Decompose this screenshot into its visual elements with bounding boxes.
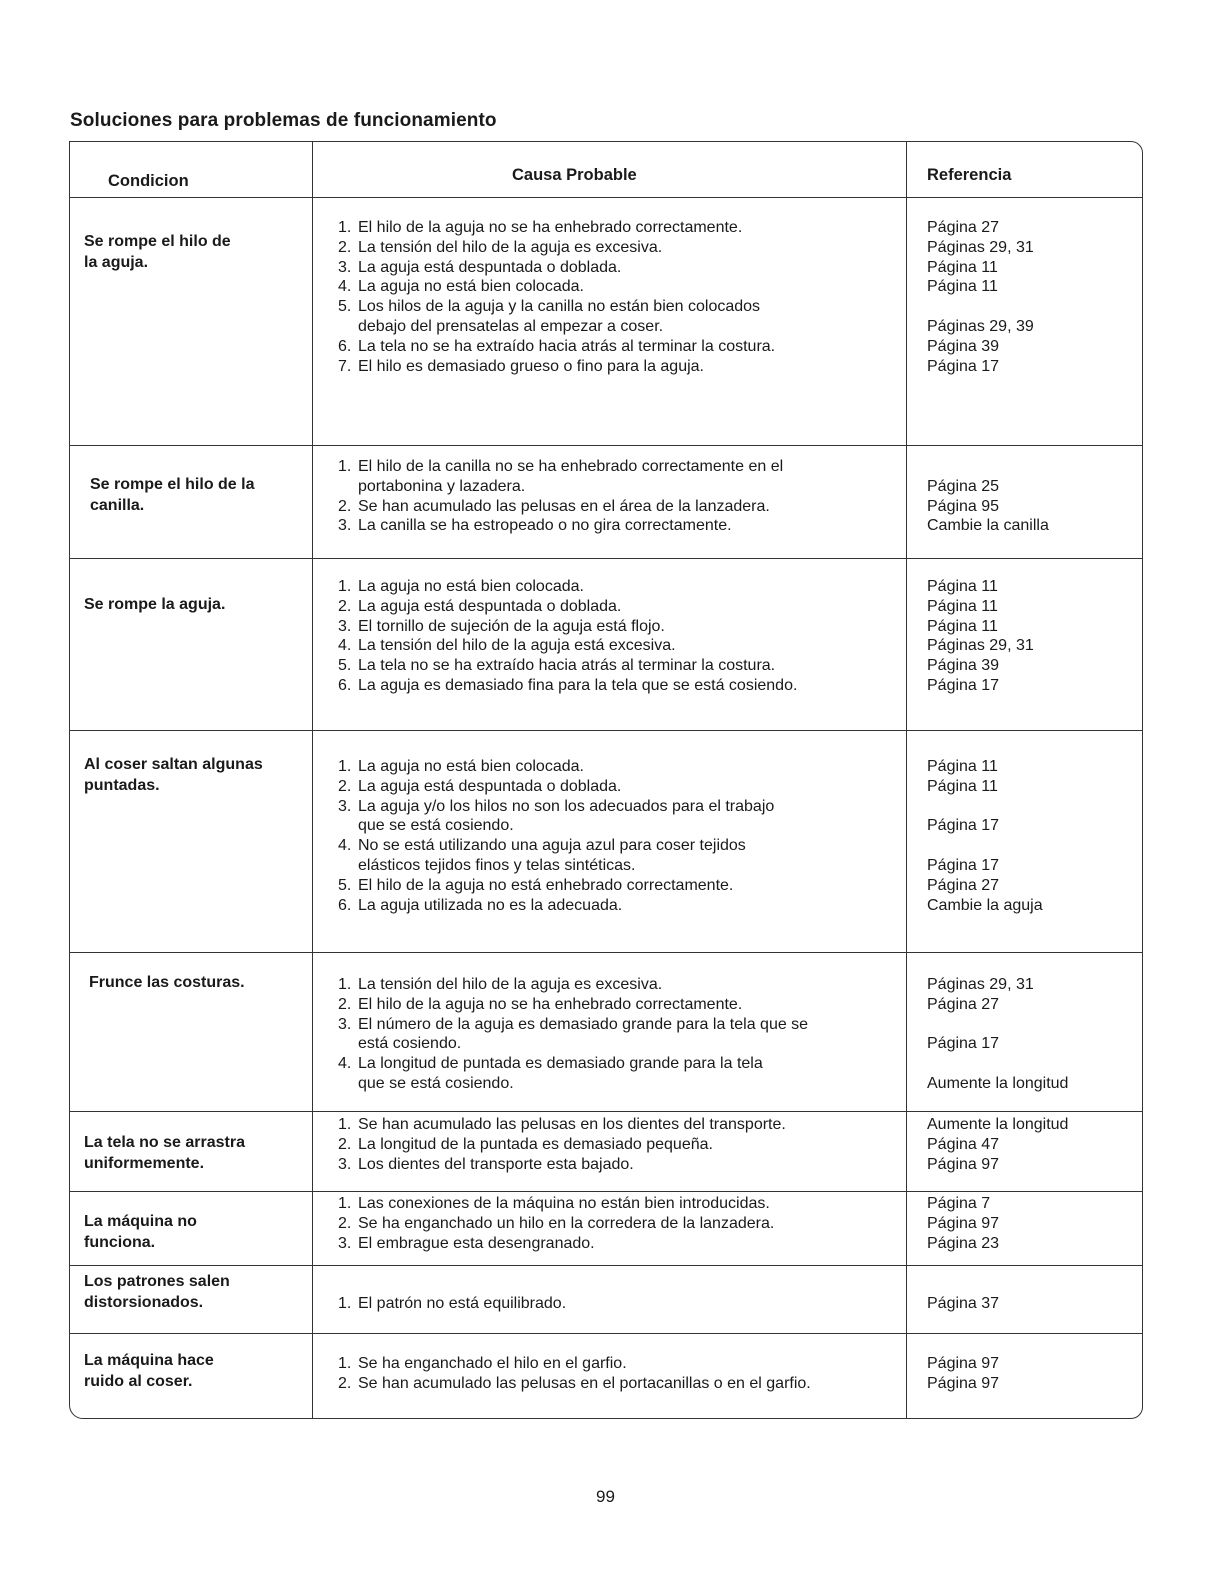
cause-number: 2. (338, 777, 352, 795)
condition-cell: La máquina no funciona. (84, 1213, 197, 1251)
cause-item: 1. La aguja no está bien colocada. (338, 578, 584, 595)
reference-item: Cambie la aguja (927, 896, 1043, 914)
reference-item (927, 457, 1137, 477)
cause-number: 6. (338, 337, 352, 355)
page-title: Soluciones para problemas de funcionamiento (70, 110, 497, 131)
row-divider (69, 730, 1143, 731)
cause-item: 2. La aguja está despuntada o doblada. (338, 597, 622, 615)
reference-item: Página 7 (927, 1195, 991, 1212)
reference-list (927, 457, 1137, 536)
row-divider (69, 1333, 1143, 1334)
cause-number: 1. (338, 1355, 352, 1372)
cause-item: 1. La tensión del hilo de la aguja es excesiva. (338, 976, 663, 993)
cause-number: 5. (338, 876, 352, 894)
cause-number: 3. (338, 1155, 352, 1173)
cause-number: 3. (338, 797, 352, 815)
cause-item: 1. Se han acumulado las pelusas en los dientes del transporte. (338, 1116, 786, 1133)
cause-item: 4. No se está utilizando una aguja azul para coser tejidos elásticos tejidos finos y telas sintéticas. (338, 837, 746, 874)
cause-item: 2. La tensión del hilo de la aguja es excesiva. (338, 238, 663, 256)
row-divider (69, 952, 1143, 953)
cause-number: 1. (338, 458, 352, 475)
cause-item: 2. Se ha enganchado un hilo en la corredera de la lanzadera. (338, 1214, 775, 1232)
reference-item: Página 97 (927, 1155, 1000, 1173)
cause-item: 2. Se han acumulado las pelusas en el portacanillas o en el garfio. (338, 1374, 811, 1392)
cause-list (338, 218, 898, 376)
condition-cell: Se rompe el hilo de la aguja. (84, 233, 231, 271)
cause-number: 7. (338, 357, 352, 375)
reference-item: Página 95 (927, 497, 1000, 515)
condition-cell: Se rompe el hilo de la canilla. (90, 476, 255, 514)
cause-number: 2. (338, 238, 352, 256)
reference-item: Página 17 (927, 676, 1000, 694)
header-reference: Referencia (927, 166, 1012, 184)
cause-number: 3. (338, 1015, 352, 1033)
cause-item: 3. La aguja está despuntada o doblada. (338, 258, 622, 276)
cause-number: 3. (338, 517, 352, 535)
reference-item: Página 27 (927, 219, 1000, 236)
reference-item: Página 17 (927, 357, 1000, 375)
cause-item: 5. El hilo de la aguja no está enhebrado correctamente. (338, 876, 734, 894)
reference-item: Cambie la canilla (927, 517, 1049, 535)
reference-item: Página 11 (927, 597, 998, 615)
reference-item: Páginas 29, 39 (927, 317, 1034, 335)
reference-list (927, 218, 1137, 376)
reference-item: Página 25 (927, 477, 1000, 495)
reference-item: Página 27 (927, 995, 1000, 1013)
reference-item: Aumente la longitud (927, 1074, 1069, 1092)
reference-list (927, 1354, 1137, 1394)
cause-number: 1. (338, 219, 352, 236)
reference-item: Página 47 (927, 1135, 1000, 1153)
reference-list (927, 975, 1137, 1094)
cause-number: 4. (338, 1055, 352, 1073)
cause-list (338, 1194, 898, 1253)
cause-item: 6. La aguja es demasiado fina para la tela que se está cosiendo. (338, 676, 798, 694)
cause-number: 1. (338, 1295, 352, 1312)
cause-item: 1. Se ha enganchado el hilo en el garfio. (338, 1355, 627, 1372)
reference-item: Página 11 (927, 758, 998, 775)
cause-number: 1. (338, 1116, 352, 1133)
cause-item: 3. La aguja y/o los hilos no son los adecuados para el trabajo que se está cosiendo. (338, 797, 775, 835)
cause-list (338, 457, 898, 536)
cause-list (338, 1354, 898, 1394)
cause-number: 4. (338, 637, 352, 655)
reference-item: Página 17 (927, 1035, 1000, 1053)
cause-item: 7. El hilo es demasiado grueso o fino para la aguja. (338, 357, 704, 375)
condition-cell: La máquina hace ruido al coser. (84, 1352, 214, 1390)
reference-item (927, 836, 1137, 856)
cause-number: 3. (338, 258, 352, 276)
cause-item: 3. El embrague esta desengranado. (338, 1234, 595, 1252)
cause-number: 2. (338, 995, 352, 1013)
reference-item (927, 1054, 1137, 1074)
cause-item: 4. La aguja no está bien colocada. (338, 278, 584, 296)
reference-item: Página 27 (927, 876, 1000, 894)
cause-number: 6. (338, 676, 352, 694)
condition-cell: La tela no se arrastra uniformemente. (84, 1134, 245, 1172)
cause-item: 2. Se han acumulado las pelusas en el área de la lanzadera. (338, 497, 770, 515)
row-divider (69, 1191, 1143, 1192)
cause-number: 1. (338, 758, 352, 775)
cause-number: 4. (338, 837, 352, 855)
cause-number: 2. (338, 1214, 352, 1232)
condition-cell: Los patrones salen distorsionados. (84, 1273, 230, 1311)
reference-item: Página 11 (927, 617, 998, 635)
reference-item: Páginas 29, 31 (927, 637, 1034, 655)
cause-number: 2. (338, 1374, 352, 1392)
cause-item: 4. La tensión del hilo de la aguja está excesiva. (338, 637, 676, 655)
row-divider (69, 1111, 1143, 1112)
cause-item: 3. El tornillo de sujeción de la aguja está flojo. (338, 617, 665, 635)
column-divider (906, 141, 907, 1419)
row-divider (69, 445, 1143, 446)
reference-item: Página 39 (927, 337, 1000, 355)
cause-list (338, 757, 898, 915)
cause-number: 6. (338, 896, 352, 914)
cause-number: 5. (338, 298, 352, 316)
cause-item: 1. El hilo de la canilla no se ha enhebrado correctamente en el portabonina y lazadera. (338, 458, 784, 495)
reference-list (927, 1294, 1137, 1314)
reference-list (927, 1115, 1137, 1174)
reference-item: Página 11 (927, 777, 998, 795)
cause-item: 1. El patrón no está equilibrado. (338, 1295, 567, 1312)
reference-item: Páginas 29, 31 (927, 238, 1034, 256)
condition-cell: Al coser saltan algunas puntadas. (84, 756, 263, 794)
cause-number: 3. (338, 617, 352, 635)
header-divider (69, 197, 1143, 198)
reference-list (927, 577, 1137, 696)
cause-list (338, 577, 898, 696)
reference-item: Página 17 (927, 817, 1000, 835)
cause-number: 1. (338, 578, 352, 595)
page-number: 99 (596, 1487, 615, 1506)
reference-item (927, 297, 1137, 317)
header-condition: Condicion (108, 172, 189, 190)
cause-item: 3. La canilla se ha estropeado o no gira correctamente. (338, 517, 732, 535)
cause-list (338, 1294, 898, 1314)
cause-number: 2. (338, 1135, 352, 1153)
column-divider (312, 141, 313, 1419)
header-cause: Causa Probable (512, 166, 637, 184)
reference-item: Página 97 (927, 1214, 1000, 1232)
cause-number: 4. (338, 278, 352, 296)
reference-item: Página 17 (927, 856, 1000, 874)
cause-item: 3. El número de la aguja es demasiado grande para la tela que se está cosiendo. (338, 1015, 809, 1053)
condition-cell: Frunce las costuras. (89, 974, 245, 991)
reference-item: Aumente la longitud (927, 1116, 1069, 1133)
cause-item: 6. La tela no se ha extraído hacia atrás al terminar la costura. (338, 337, 776, 355)
cause-number: 1. (338, 976, 352, 993)
row-divider (69, 1265, 1143, 1266)
reference-item: Página 11 (927, 278, 998, 296)
cause-item: 1. La aguja no está bien colocada. (338, 758, 584, 775)
cause-item: 1. El hilo de la aguja no se ha enhebrado correctamente. (338, 219, 743, 236)
cause-list (338, 975, 898, 1094)
cause-number: 3. (338, 1234, 352, 1252)
cause-number: 5. (338, 657, 352, 675)
reference-item: Página 11 (927, 578, 998, 595)
cause-item: 2. La longitud de la puntada es demasiado pequeña. (338, 1135, 713, 1153)
condition-cell: Se rompe la aguja. (84, 596, 226, 613)
row-divider (69, 558, 1143, 559)
cause-item: 5. Los hilos de la aguja y la canilla no están bien colocados debajo del prensatelas al empezar a coser. (338, 298, 761, 335)
cause-item: 3. Los dientes del transporte esta bajado. (338, 1155, 634, 1173)
cause-item: 6. La aguja utilizada no es la adecuada. (338, 896, 623, 914)
reference-list (927, 1194, 1137, 1253)
reference-item: Página 39 (927, 657, 1000, 675)
reference-item: Página 37 (927, 1295, 1000, 1312)
reference-item: Páginas 29, 31 (927, 976, 1034, 993)
reference-item: Página 11 (927, 258, 998, 276)
cause-item: 5. La tela no se ha extraído hacia atrás al terminar la costura. (338, 657, 776, 675)
cause-number: 1. (338, 1195, 352, 1212)
reference-item (927, 797, 1137, 817)
cause-number: 2. (338, 497, 352, 515)
cause-item: 2. La aguja está despuntada o doblada. (338, 777, 622, 795)
reference-item: Página 97 (927, 1355, 1000, 1372)
cause-number: 2. (338, 597, 352, 615)
reference-item: Página 23 (927, 1234, 1000, 1252)
reference-list (927, 757, 1137, 915)
cause-list (338, 1115, 898, 1174)
cause-item: 1. Las conexiones de la máquina no están bien introducidas. (338, 1195, 770, 1212)
cause-item: 2. El hilo de la aguja no se ha enhebrado correctamente. (338, 995, 743, 1013)
reference-item: Página 97 (927, 1374, 1000, 1392)
reference-item (927, 1015, 1137, 1035)
cause-item: 4. La longitud de puntada es demasiado grande para la tela que se está cosiendo. (338, 1055, 763, 1092)
